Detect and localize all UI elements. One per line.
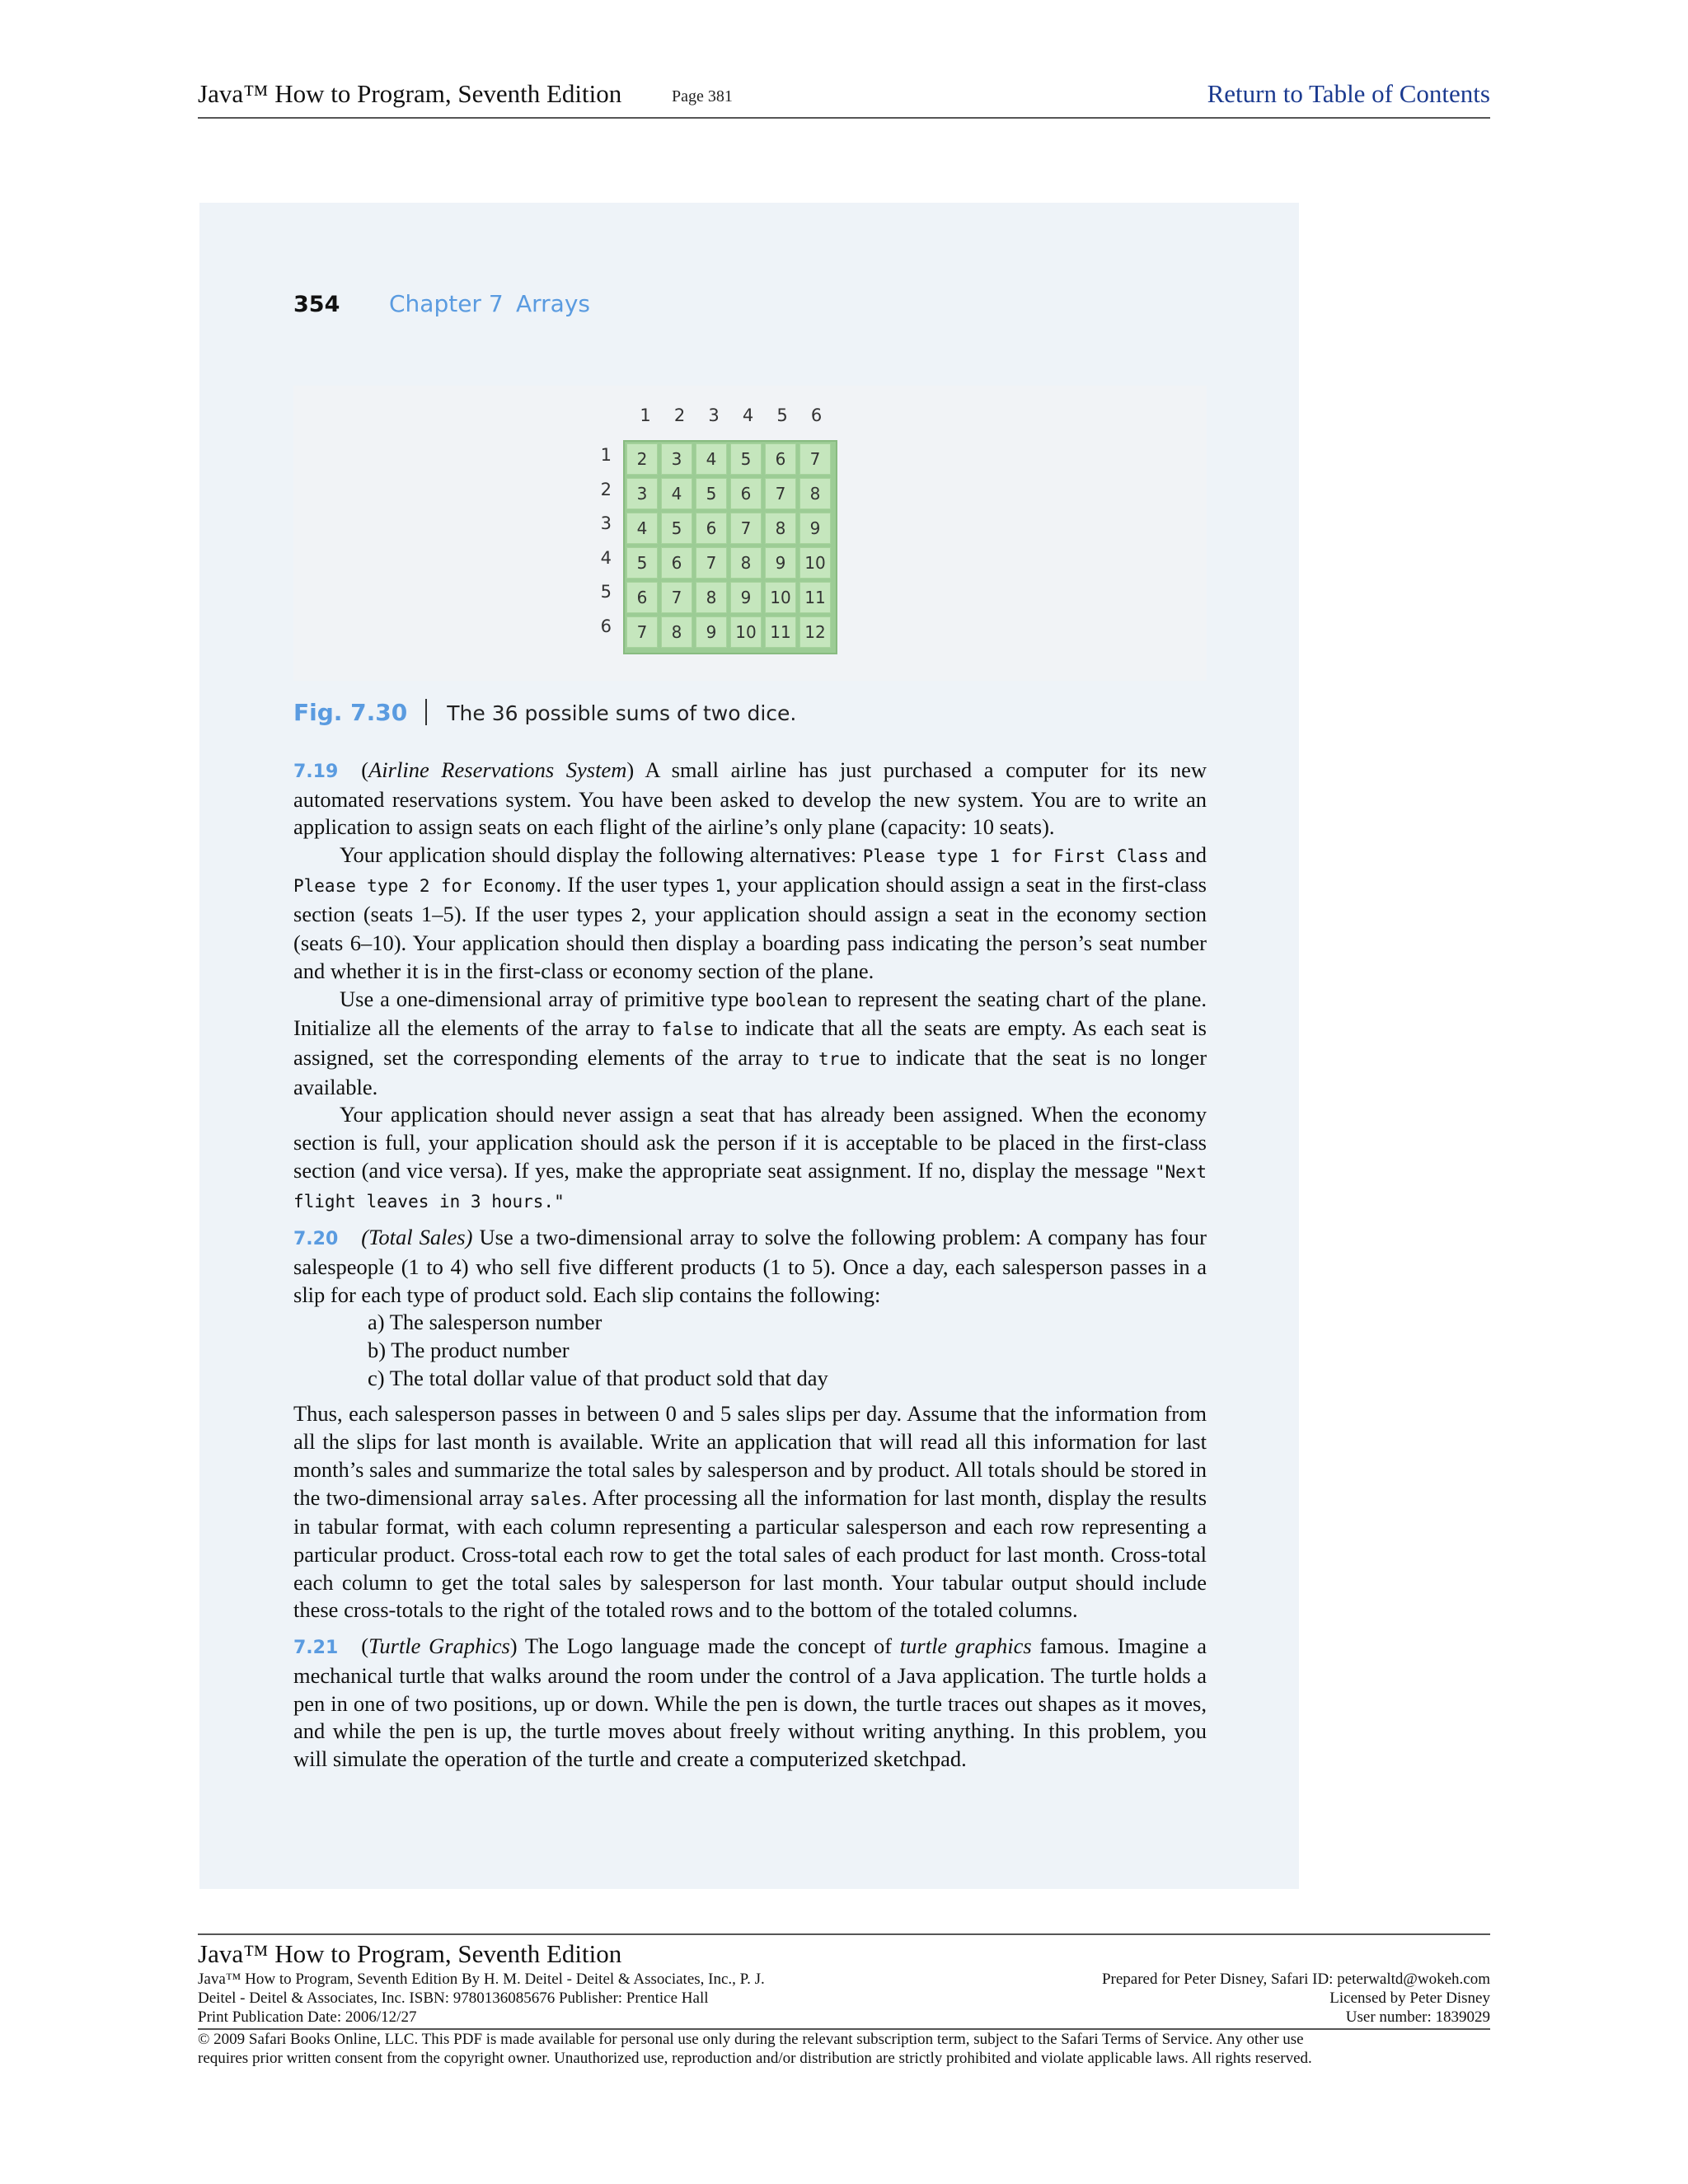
- row-header: 1: [600, 445, 612, 465]
- sums-grid: [623, 440, 837, 654]
- paragraph-text: Thus, each salesperson passes in between 0 and 5 sales slips per day. Assume that the information from all the slips for last month is available. Write an application that will read all this information for last month’s sales and summarize the total sales by salesperson and by product. All totals should be stored in the two-dimensional array: [293, 1401, 1207, 1510]
- list-item: [293, 1365, 1207, 1393]
- paragraph-text: and: [1175, 842, 1207, 868]
- copyright-line: requires prior written consent from the copyright owner. Unauthorized use, reproduction and/or distribution are strictly prohibited and violate applicable laws. All rights reserved.: [198, 2050, 1312, 2067]
- paragraph-text: . If the user types: [556, 871, 710, 897]
- column-header: 1: [640, 405, 651, 425]
- figure-dice-sums: [293, 386, 1207, 681]
- paragraph-text: to indicate that all the seats are empty. As each seat is assigned, set the corresponding elements of the array to: [293, 1015, 1207, 1071]
- exercise-7-20-intro: [293, 1224, 1207, 1309]
- grid-cell: 10: [799, 547, 831, 579]
- paragraph-text: The Logo language made the concept of: [524, 1633, 893, 1659]
- grid-cell: 8: [799, 478, 831, 509]
- exercise-number: 7.20: [293, 1229, 339, 1250]
- grid-cell: 8: [730, 547, 762, 579]
- exercise-7-19-paragraph: [293, 1101, 1207, 1216]
- row-header: 2: [600, 479, 612, 499]
- exercise-7-20-paragraph: [293, 1400, 1207, 1624]
- footer-user-number: User number: 1839029: [1345, 2008, 1490, 2026]
- book-page: [199, 203, 1299, 1889]
- footer-copyright: [198, 2028, 1490, 2068]
- paragraph-text: Your application should display the following alternatives:: [340, 842, 857, 868]
- grid-cell: 6: [765, 443, 796, 475]
- paragraph-text: to indicate that the seat is no longer available.: [293, 1045, 1207, 1099]
- row-header: 5: [600, 582, 612, 602]
- grid-cell: 12: [799, 616, 831, 648]
- document-header: [198, 79, 1490, 119]
- exercise-7-19-paragraph: [293, 841, 1207, 986]
- grid-cell: 10: [730, 616, 762, 648]
- column-header: 6: [810, 405, 823, 425]
- grid-cell: 8: [661, 616, 692, 648]
- list-item-label: b): [368, 1338, 387, 1363]
- paragraph-text: A small airline has just purchased a computer for its new automated reservations system. You have been asked to develop the new system. You are to write an application to assign seats on each flight of the airline’s only plane (capacity: 10 seats).: [293, 757, 1207, 840]
- grid-cell: 11: [799, 582, 831, 613]
- grid-cell: 7: [626, 616, 658, 648]
- grid-cell: 4: [661, 478, 692, 509]
- grid-cell: 4: [696, 443, 727, 475]
- footer-licensed-by: Licensed by Peter Disney: [1329, 1990, 1490, 2007]
- paragraph-text: famous. Imagine a mechanical turtle that walks around the room under the control of a Java application. The turtle holds a pen in one of two positions, up or down. While the pen is down, the turtle traces out shapes as it moves, and while the pen is up, the turtle moves about freely without writing anything. In this problem, you will simulate the operation of the turtle and create a computerized sketchpad.: [293, 1633, 1207, 1771]
- exercise-7-21-intro: 7.21 (Turtle Graphics) The Logo language made the concept of turtle graphics famous. Imagine a mechanical turtle that walks around the room under the control of a Java application. The turtle holds a pen in one of two positions, up or down. While the pen is down, the turtle traces out shapes as it moves, and while the pen is up, the turtle moves about freely without writing anything. In this problem, you will simulate the operation of the turtle and create a computerized sketchpad.: [293, 1633, 1207, 1771]
- code-snippet: boolean: [754, 990, 828, 1010]
- list-item: [293, 1337, 1207, 1365]
- footer-prepared-for: Prepared for Peter Disney, Safari ID: peterwaltd@wokeh.com: [1101, 1971, 1490, 1988]
- grid-cell: 5: [730, 443, 762, 475]
- list-item: [293, 1309, 1207, 1337]
- paragraph-text: to represent the seating chart of the plane. Initialize all the elements of the array to: [293, 986, 1207, 1041]
- grid-cell: 5: [626, 547, 658, 579]
- grid-cell: 5: [696, 478, 727, 509]
- code-snippet: "Next flight leaves in 3 hours.": [293, 1161, 1207, 1212]
- slip-contents-list: [293, 1309, 1207, 1392]
- grid-cell: 5: [661, 513, 692, 544]
- return-to-toc-link[interactable]: Return to Table of Contents: [1207, 79, 1490, 108]
- grid-cell: 6: [696, 513, 727, 544]
- column-header: 5: [776, 405, 788, 425]
- chapter-label: Chapter 7: [389, 290, 504, 317]
- paragraph-text: , your application should assign a seat in the economy section (seats 6–10). Your application should then display a boarding pass indicating the person’s seat number and whether it is in the first-class or economy section of the plane.: [293, 901, 1207, 983]
- footer-row: [198, 2008, 1490, 2027]
- grid-cell: 7: [799, 443, 831, 475]
- emphasis-text: turtle graphics: [899, 1633, 1032, 1659]
- footer-book-info: Java™ How to Program, Seventh Edition By H. M. Deitel - Deitel & Associates, Inc., P. J.: [198, 1971, 765, 1988]
- paragraph-text: Use a one-dimensional array of primitive type: [340, 986, 749, 1011]
- copyright-line: © 2009 Safari Books Online, LLC. This PDF is made available for personal use only during the relevant subscription term, subject to the Safari Terms of Service. Any other use: [198, 2031, 1304, 2048]
- list-item-text: The salesperson number: [389, 1310, 603, 1335]
- paragraph-text: . After processing all the information for last month, display the results in tabular format, with each column representing a particular salesperson and each row representing a particular product. Cross-total each row to get the total sales of each product for last month. Cross-total each column to get the total sales by salesperson for last month. Your tabular output should include these cross-totals to the right of the totaled rows and to the bottom of the totaled columns.: [293, 1484, 1207, 1623]
- grid-cell: 6: [626, 582, 658, 613]
- grid-cell: 3: [626, 478, 658, 509]
- document-title: Java™ How to Program, Seventh Edition: [198, 79, 622, 108]
- code-snippet: true: [818, 1049, 860, 1070]
- paragraph-text: , your application should assign a seat in the first-class section (seats 1–5). If the user types: [293, 871, 1207, 926]
- grid-cell: 4: [626, 513, 658, 544]
- footer-isbn: Deitel - Deitel & Associates, Inc. ISBN: 9780136085676 Publisher: Prentice Hall: [198, 1990, 709, 2007]
- list-item-label: c): [368, 1365, 385, 1390]
- grid-cell: 9: [765, 547, 796, 579]
- grid-cell: 6: [730, 478, 762, 509]
- grid-cell: 11: [765, 616, 796, 648]
- grid-cell: 2: [626, 443, 658, 475]
- exercise-number: 7.21: [293, 1638, 339, 1659]
- figure-caption: [293, 699, 796, 726]
- grid-cell: 9: [730, 582, 762, 613]
- book-page-number: 354: [293, 292, 340, 317]
- footer-publication-date: Print Publication Date: 2006/12/27: [198, 2008, 417, 2026]
- grid-cell: 6: [661, 547, 692, 579]
- grid-cell: 8: [765, 513, 796, 544]
- code-snippet: 1: [715, 875, 726, 896]
- footer-row: [198, 1970, 1490, 1989]
- exercise-title: Airline Reservations System: [368, 757, 627, 782]
- code-snippet: sales: [529, 1488, 582, 1509]
- column-header: 2: [673, 405, 686, 425]
- grid-cell: 3: [661, 443, 692, 475]
- chapter-name: Arrays: [516, 290, 591, 317]
- code-snippet: Please type 1 for First Class: [862, 846, 1170, 867]
- grid-cell: 7: [730, 513, 762, 544]
- grid-cell: 10: [765, 582, 796, 613]
- code-snippet: Please type 2 for Economy: [293, 875, 556, 896]
- code-snippet: 2: [631, 905, 641, 926]
- exercise-title: (Total Sales): [361, 1225, 473, 1250]
- row-header: 4: [600, 547, 612, 568]
- list-item-text: The total dollar value of that product sold that day: [389, 1365, 828, 1390]
- grid-cell: 7: [696, 547, 727, 579]
- exercise-text: [293, 757, 1207, 1774]
- paragraph-text: Your application should never assign a seat that has already been assigned. When the economy section is full, your application should ask the person if it is acceptable to be placed in the first-class section (and vice versa). If yes, make the appropriate seat assignment. If no, display the message: [293, 1102, 1207, 1183]
- list-item-text: The product number: [391, 1338, 570, 1363]
- footer-title: Java™ How to Program, Seventh Edition: [198, 1939, 622, 1968]
- grid-cell: 7: [765, 478, 796, 509]
- column-header: 3: [708, 405, 720, 425]
- page-indicator: Page 381: [672, 87, 733, 105]
- grid-cell: 8: [696, 582, 727, 613]
- figure-label: Fig. 7.30: [293, 699, 408, 726]
- grid-cell: 7: [661, 582, 692, 613]
- paragraph-text: Use a two-dimensional array to solve the following problem: A company has four salespeople (1 to 4) who sell five different products (1 to 5). Once a day, each salesperson passes in a slip for each type of product sold. Each slip contains the following:: [293, 1225, 1207, 1307]
- exercise-7-19-intro: 7.19 (Airline Reservations System) A small airline has just purchased a computer for its new automated reservations system. You have been asked to develop the new system. You are to write an application to assign seats on each flight of the airline’s only plane (capacity: 10 seats).: [293, 757, 1207, 840]
- figure-caption-text: The 36 possible sums of two dice.: [447, 701, 797, 725]
- grid-cell: 9: [696, 616, 727, 648]
- row-header: 3: [600, 513, 612, 533]
- document-footer: [198, 1933, 1490, 2068]
- exercise-number: 7.19: [293, 762, 339, 782]
- list-item-label: a): [368, 1310, 385, 1335]
- grid-cell: 9: [799, 513, 831, 544]
- caption-divider: [425, 699, 427, 725]
- code-snippet: false: [661, 1019, 714, 1040]
- exercise-title: Turtle Graphics: [368, 1633, 510, 1659]
- exercise-7-19-paragraph: [293, 986, 1207, 1102]
- row-header: 6: [600, 616, 612, 636]
- column-header: 4: [742, 405, 754, 425]
- footer-row: [198, 1989, 1490, 2008]
